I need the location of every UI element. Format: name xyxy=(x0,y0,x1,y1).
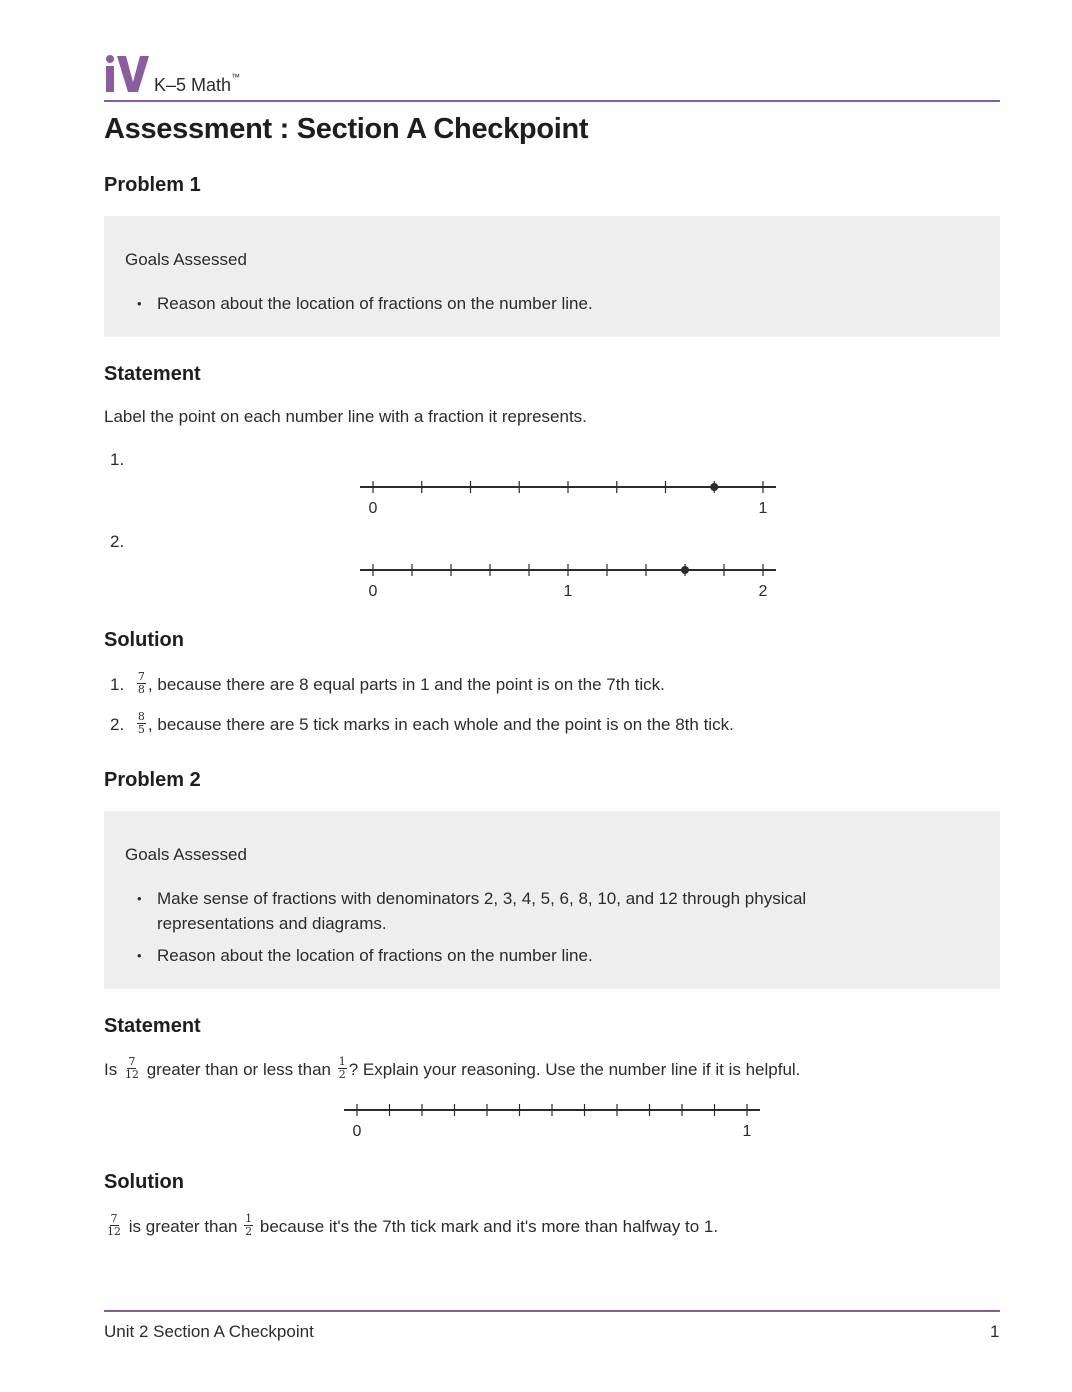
goals-title: Goals Assessed xyxy=(125,845,247,864)
number-line-point xyxy=(681,566,689,574)
tick-label: 2 xyxy=(758,583,768,600)
problem-2-solution-heading: Solution xyxy=(104,1171,184,1193)
solution-text: , because there are 8 equal parts in 1 and the point is on the 7th tick. xyxy=(147,675,665,694)
problem-1-heading: Problem 1 xyxy=(104,174,201,196)
problem-1-solution-heading: Solution xyxy=(104,629,184,651)
goal-item: • Reason about the location of fractions on the number line. xyxy=(125,291,960,316)
tick-label: 0 xyxy=(368,583,378,600)
goal-item: • Reason about the location of fractions on the number line. xyxy=(125,943,890,968)
tick-label: 0 xyxy=(352,1123,362,1140)
fraction: $\frac{1}{2}$ xyxy=(338,1055,346,1082)
number-line-point xyxy=(710,483,718,491)
fraction: $\frac{1}{2}$ xyxy=(245,1212,253,1239)
number-line-3 xyxy=(335,1093,775,1143)
solution-item-2 xyxy=(110,710,734,738)
problem-2-statement-text: Is $\frac{7}{12}$ greater than or less than $\frac{1}{2}$ ? Explain your reasoning. Use the number line if it is helpful. xyxy=(104,1055,801,1082)
tick-label: 1 xyxy=(563,583,573,600)
header-rule xyxy=(104,100,1000,102)
page-title: Assessment : Section A Checkpoint xyxy=(104,113,589,145)
problem-2-heading: Problem 2 xyxy=(104,769,201,791)
goals-title: Goals Assessed xyxy=(125,250,247,269)
fraction: $\frac{7}{12}$ xyxy=(107,1212,121,1239)
solution-text: , because there are 5 tick marks in each whole and the point is on the 8th tick. xyxy=(147,715,734,734)
problem-2-goals-box xyxy=(104,811,1000,989)
problem-2-solution-text: $\frac{7}{12}$ is greater than $\frac{1}{2}$ because it's the 7th tick mark and it's more than halfway to 1. xyxy=(107,1212,719,1239)
problem-1-statement-heading: Statement xyxy=(104,363,201,385)
solution-item-1 xyxy=(110,670,665,698)
im-logo xyxy=(104,54,240,94)
item-number: 1. xyxy=(110,450,125,469)
tick-label: 1 xyxy=(758,500,768,517)
problem-2-statement-heading: Statement xyxy=(104,1015,201,1037)
goals-list xyxy=(125,291,960,323)
number-line-1 xyxy=(350,470,790,520)
tick-label: 0 xyxy=(368,500,378,517)
footer-rule xyxy=(104,1310,1000,1312)
item-number: 2. xyxy=(110,532,125,551)
iv-logo-mark xyxy=(104,54,150,94)
logo-text: K–5 Math™ xyxy=(154,72,241,95)
page-number: 1 xyxy=(990,1322,1000,1341)
number-line-2 xyxy=(350,553,790,603)
goals-list xyxy=(125,886,890,975)
solution-number: 1. xyxy=(110,675,125,694)
solution-number: 2. xyxy=(110,715,125,734)
fraction: $\frac{8}{5}$ xyxy=(137,710,145,737)
footer-label: Unit 2 Section A Checkpoint xyxy=(104,1322,314,1341)
fraction: $\frac{7}{12}$ xyxy=(124,1055,139,1082)
fraction: $\frac{7}{8}$ xyxy=(137,670,145,697)
problem-1-goals-box xyxy=(104,216,1000,337)
tick-label: 1 xyxy=(742,1123,752,1140)
goal-item: • Make sense of fractions with denominators 2, 3, 4, 5, 6, 8, 10, and 12 through physical representations and diagrams. xyxy=(125,886,890,936)
problem-1-statement-text: Label the point on each number line with a fraction it represents. xyxy=(104,407,587,426)
